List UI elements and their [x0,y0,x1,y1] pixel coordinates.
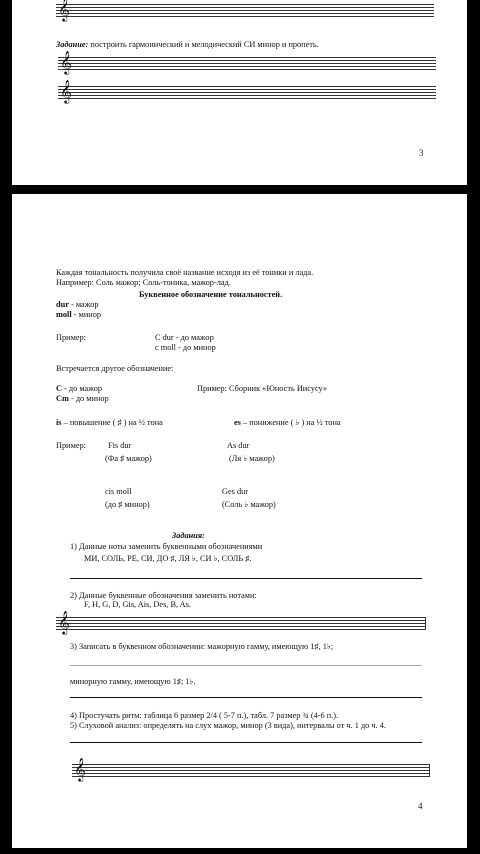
es-term: es [234,418,241,427]
tasks-heading: Задания: [172,531,205,540]
page-number: 4 [418,801,423,811]
fis-dur: Fis dur [108,441,132,450]
c-definition [56,384,102,394]
cm-meaning: - до минор [70,394,109,403]
treble-clef-icon: 𝄞 [58,610,70,634]
moll-meaning: - минор [73,310,102,319]
section-heading: Буквенное обозначение тональностей. [139,290,283,299]
answer-line [70,697,422,698]
page-3 [12,0,467,185]
fis-dur-translation: (Фа ♯ мажор) [105,454,152,463]
dur-meaning: - мажор [71,300,99,309]
cm-term: Сm [56,394,69,403]
c-meaning: - до мажор [64,384,103,393]
is-meaning: – повышение ( ♯ ) на ½ тона [63,418,163,427]
task-3-instruction: 3) Записать в буквенном обозначении: мажорную гамму, имеющую 1♯, 1♭; [70,642,334,651]
ges-dur: Ges dur [222,487,249,496]
dur-term: dur [56,300,69,309]
cis-moll: cis moll [105,487,132,496]
music-staff [72,757,430,781]
intro-line-1: Каждая тональность получила своё название исходя из её тоники и лада. [56,268,314,277]
treble-clef-icon: 𝄞 [58,0,70,21]
as-dur-translation: (Ля ♭ мажор) [229,454,275,463]
music-staff [56,0,434,21]
is-definition [56,418,163,428]
bar-line [429,764,431,777]
example-label: Пример: [56,441,86,450]
task-text: построить гармонический и мелодический СИ минор и пропеть. [90,40,319,49]
example-c-moll: c moll - до минор [155,343,216,352]
es-definition [234,418,341,428]
task-2-instruction: 2) Данные буквенные обозначения заменить нотами: [70,591,257,600]
other-notation: Встречается другое обозначение: [56,364,174,373]
cis-moll-translation: (до ♯ минор) [105,500,150,509]
moll-definition [56,310,101,320]
task-line [56,40,319,50]
task-label: Задание: [56,40,89,49]
music-staff [58,50,436,74]
task-1-notes: МИ, СОЛЬ, РЕ, СИ, ДО ♯, ЛЯ ♭, СИ ♭, СОЛЬ ♯. [84,554,252,563]
example-c-dur: C dur - до мажор [155,333,214,342]
task-5: 5) Слуховой анализ: определять на слух мажор, минор (3 вида), интервалы от ч. 1 до ч. 4. [70,721,386,730]
music-staff [56,610,426,634]
page-number: 3 [419,148,424,158]
task-1-instruction: 1) Данные ноты заменить буквенными обозначениями [70,542,263,551]
answer-line [70,742,422,743]
task-4: 4) Простучать ритм: таблица 6 размер 2/4 ( 5-7 п.), табл. 7 размер ¾ (4-6 п.). [70,711,339,720]
treble-clef-icon: 𝄞 [60,50,72,74]
dur-definition [56,300,99,310]
is-term: is [56,418,62,427]
example-collection: Пример: Сборник «Юность Иисусу» [197,384,328,393]
treble-clef-icon: 𝄞 [74,757,86,781]
example-label: Пример: [56,333,86,342]
es-meaning: – понижение ( ♭ ) на ½ тона [243,418,341,427]
task-3-minor: минорную гамму, имеющую 1♯; 1♭. [70,677,196,686]
intro-line-2: Например: Соль мажор; Соль-тоника, мажор-лад. [56,278,231,287]
task-2-letters: F, H, G, D, Gis, Ais, Des, B, As. [84,600,191,609]
as-dur: As dur [227,441,250,450]
ges-dur-translation: (Соль ♭ мажор) [222,500,276,509]
bar-line [425,617,427,630]
answer-line [70,578,422,579]
answer-line [70,665,422,666]
page-4 [12,194,467,848]
moll-term: moll [56,310,72,319]
treble-clef-icon: 𝄞 [60,79,72,103]
c-term: С [56,384,62,393]
music-staff [58,79,436,103]
cm-definition [56,394,109,404]
